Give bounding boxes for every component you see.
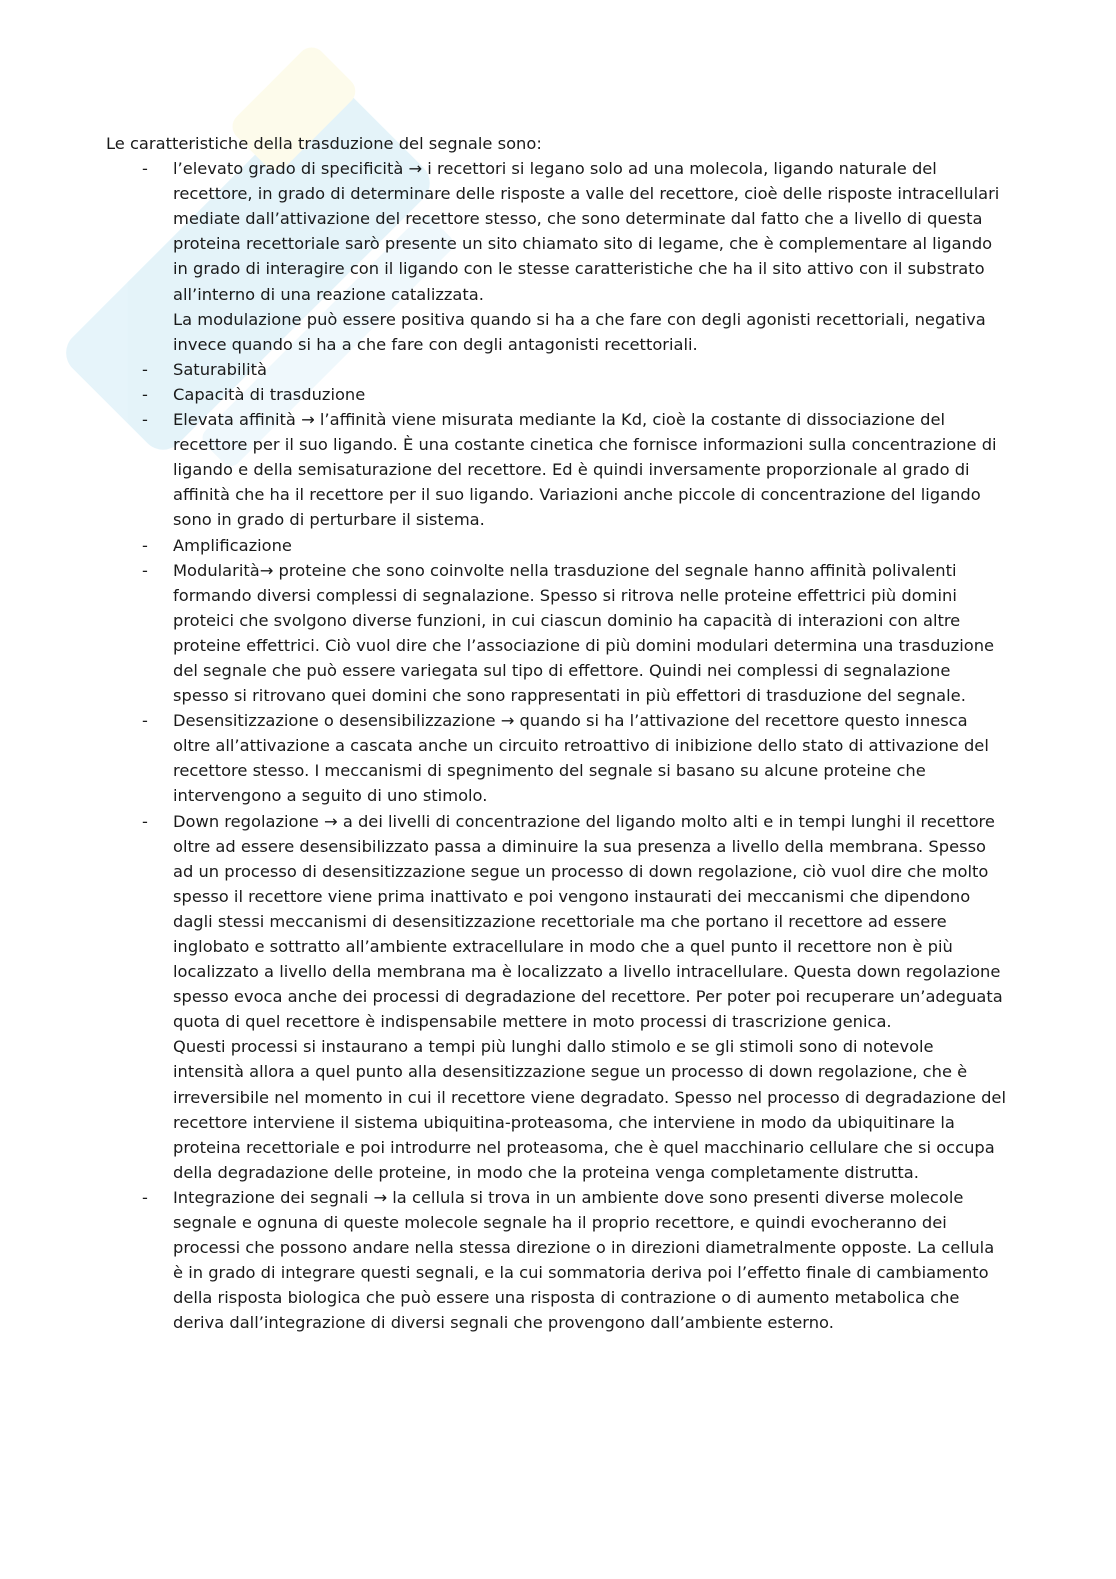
list-item-saturability — [106, 357, 1006, 382]
list-item-paragraph: - Elevata affinità → l’affinità viene misurata mediante la Kd, cioè la costante di dissociazione del recettore per il suo ligando. È una costante cinetica che fornisce informazioni sulla concentrazione di ligando e della semisaturazione del recettore. Ed è quindi inversamente proporzionale al grado di affinità che ha il recettore per il suo ligando. Variazioni anche piccole di concentrazione del ligando sono in grado di perturbare il sistema. — [173, 410, 997, 530]
list-item-paragraph: - Amplificazione — [173, 535, 292, 555]
list-item-paragraph: - Desensitizzazione o desensibilizzazione → quando si ha l’attivazione del recettore questo innesca oltre all’attivazione a cascata anche un circuito retroattivo di inibizione dello stato di attivazione del recettore stesso. I meccanismi di spegnimento del segnale si basano su alcune proteine che intervengono a seguito di uno stimolo. — [173, 711, 989, 806]
list-item-paragraph: Questi processi si instaurano a tempi più lunghi dallo stimolo e se gli stimoli sono di notevole intensità allora a quel punto alla desensitizzazione segue un processo di down regolazione, che è irreversibile nel momento in cui il recettore viene degradato. Spesso nel processo di degradazione del recettore interviene il sistema ubiquitina-proteasoma, che interviene in modo da ubiquitinare la proteina recettoriale e poi introdurre nel proteasoma, che è quel macchinario cellulare che si occupa della degradazione delle proteine, in modo che la proteina venga completamente distrutta. — [173, 1037, 1006, 1182]
list-item-paragraph: - l’elevato grado di specificità → i recettori si legano solo ad una molecola, ligando naturale del recettore, in grado di determinare delle risposte a valle del recettore, cioè delle risposte intracellulari mediate dall’attivazione del recettore stesso, che sono determinate dal fatto che a livello di questa proteina recettoriale sarò presente un sito chiamato sito di legame, che è complementare al ligando in grado di interagire con il ligando con le stesse caratteristiche che ha il sito attivo con il substrato all’interno di una reazione catalizzata. — [173, 159, 1000, 304]
list-item-down-regulation — [106, 809, 1006, 1185]
list-item-paragraph: - Modularità→ proteine che sono coinvolte nella trasduzione del segnale hanno affinità polivalenti formando diversi complessi di segnalazione. Spesso si ritrova nelle proteine effettrici più domini proteici che svolgono diverse funzioni, in cui ciascun dominio ha capacità di interazioni con altre proteine effettrici. Ciò vuol dire che l’associazione di più domini modulari determina una trasduzione del segnale che può essere variegata sul tipo di effettore. Quindi nei complessi di segnalazione spesso si ritrovano quei domini che sono rappresentati in più effettori di trasduzione del segnale. — [173, 560, 995, 706]
list-item-paragraph: - Capacità di trasduzione — [173, 384, 366, 404]
list-item-modularity — [106, 558, 1006, 709]
list-item-paragraph: - Down regolazione → a dei livelli di concentrazione del ligando molto alti e in tempi lunghi il recettore oltre ad essere desensibilizzato passa a diminuire la sua presenza a livello della membrana. Spesso ad un processo di desensitizzazione segue un processo di down regolazione, ciò vuol dire che molto spesso il recettore viene prima inattivato e poi vengono instaurati dei meccanismi che dipendono dagli stessi meccanismi di desensitizzazione recettoriale ma che portano il recettore ad essere inglobato e sottratto all’ambiente extracellulare in modo che a quel punto il recettore non è più localizzato a livello della membrana ma è localizzato a livello intracellulare. Questa down regolazione spesso evoca anche dei processi di degradazione del recettore. Per poter poi recuperare un’adeguata quota di quel recettore è indispensabile mettere in moto processi di trascrizione genica. — [173, 811, 1003, 1032]
document-page — [106, 131, 1006, 1336]
list-item-specificity — [106, 156, 1006, 357]
list-item-signal-integration — [106, 1185, 1006, 1336]
list-item-transduction-capacity — [106, 382, 1006, 407]
list-item-paragraph: La modulazione può essere positiva quando si ha a che fare con degli agonisti recettoriali, negativa invece quando si ha a che fare con degli antagonisti recettoriali. — [173, 309, 986, 354]
intro-line: Le caratteristiche della trasduzione del segnale sono: — [106, 134, 542, 153]
list-item-paragraph: - Saturabilità — [173, 359, 267, 379]
list-item-amplification — [106, 533, 1006, 558]
list-item-desensitization — [106, 708, 1006, 808]
characteristics-list — [106, 156, 1006, 1335]
list-item-paragraph: - Integrazione dei segnali → la cellula si trova in un ambiente dove sono presenti diverse molecole segnale e ognuna di queste molecole segnale ha il proprio recettore, e quindi evocheranno dei processi che possono andare nella stessa direzione o in direzioni diametralmente opposte. La cellula è in grado di integrare questi segnali, e la cui sommatoria deriva poi l’effetto finale di cambiamento della risposta biologica che può essere una risposta di contrazione o di aumento metabolica che deriva dall’integrazione di diversi segnali che provengono dall’ambiente esterno. — [173, 1187, 995, 1333]
list-item-affinity — [106, 407, 1006, 532]
